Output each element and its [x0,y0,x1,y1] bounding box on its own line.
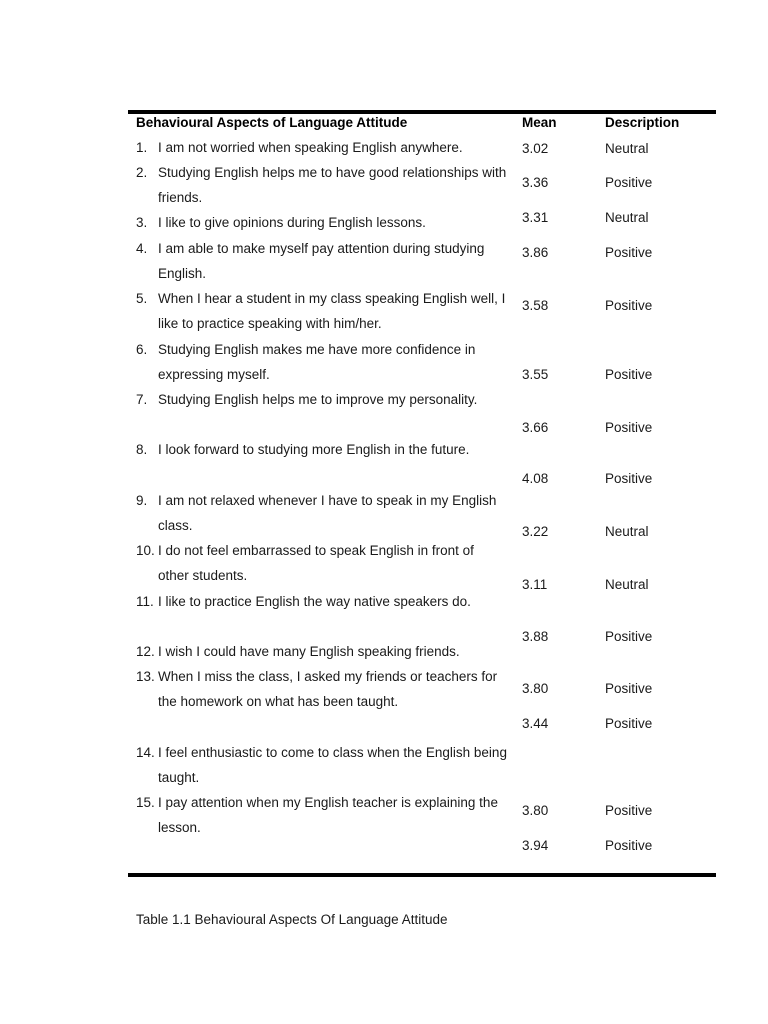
statement-3 [136,210,508,235]
mean-value: 3.55 [522,367,549,382]
statement-12 [136,639,508,664]
mean-value: 3.66 [522,420,549,435]
mean-value: 3.44 [522,716,549,731]
table-caption: Table 1.1 Behavioural Aspects Of Language Attitude [136,912,448,927]
statement-text: I am not worried when speaking English anywhere. [158,140,463,155]
statement-text: I do not feel embarrassed to speak English in front of other students. [158,543,474,584]
statement-4 [136,236,508,287]
description-value: Positive [605,471,653,486]
header-description: Description [605,115,680,130]
statement-number: 7. [136,392,148,407]
description-value: Positive [605,681,653,696]
statement-number: 3. [136,215,148,230]
mean-value: 3.58 [522,298,549,313]
statement-8 [136,437,508,462]
mean-value: 3.11 [522,577,548,592]
mean-value: 3.80 [522,803,549,818]
statement-text: I am not relaxed whenever I have to speak in my English class. [158,493,497,534]
description-value: Positive [605,420,653,435]
table-top-rule [128,110,716,114]
statement-text: When I miss the class, I asked my friends or teachers for the homework on what has been taught. [158,669,498,710]
mean-value: 3.02 [522,141,549,156]
description-value: Neutral [605,524,649,539]
mean-value: 3.80 [522,681,549,696]
statement-number: 10. [136,543,155,558]
statement-text: I pay attention when my English teacher is explaining the lesson. [158,795,498,836]
statement-text: Studying English helps me to improve my personality. [158,392,478,407]
statement-number: 14. [136,745,155,760]
description-value: Positive [605,838,653,853]
description-value: Positive [605,716,653,731]
statement-text: I feel enthusiastic to come to class when the English being taught. [158,745,507,786]
statement-6 [136,337,508,388]
statement-1 [136,135,508,160]
description-value: Positive [605,175,653,190]
statement-number: 5. [136,291,148,306]
description-value: Positive [605,245,653,260]
mean-value: 3.31 [522,210,549,225]
statement-number: 4. [136,241,148,256]
mean-value: 4.08 [522,471,549,486]
statement-number: 2. [136,165,148,180]
description-value: Neutral [605,577,649,592]
mean-value: 3.94 [522,838,549,853]
statement-number: 6. [136,342,148,357]
statement-number: 8. [136,442,148,457]
statement-11 [136,589,508,614]
statement-text: Studying English makes me have more confidence in expressing myself. [158,342,476,383]
table-bottom-rule [128,873,716,877]
statement-text: When I hear a student in my class speaking English well, I like to practice speaking with him/her. [158,291,506,332]
description-value: Neutral [605,141,649,156]
mean-value: 3.86 [522,245,549,260]
statement-text: I am able to make myself pay attention during studying English. [158,241,485,282]
statement-13 [136,664,508,715]
statement-2 [136,160,508,211]
statement-text: Studying English helps me to have good relationships with friends. [158,165,507,206]
mean-value: 3.88 [522,629,549,644]
statement-number: 15. [136,795,155,810]
statement-15 [136,790,508,841]
description-value: Neutral [605,210,649,225]
statement-text: I like to practice English the way native speakers do. [158,594,471,609]
statement-14 [136,740,508,791]
statement-number: 11. [136,594,154,609]
mean-value: 3.36 [522,175,549,190]
statement-5 [136,286,508,337]
header-mean: Mean [522,115,557,130]
description-value: Positive [605,803,653,818]
statement-10 [136,538,508,589]
mean-value: 3.22 [522,524,549,539]
statement-text: I like to give opinions during English lessons. [158,215,426,230]
statement-7 [136,387,508,412]
statement-text: I wish I could have many English speaking friends. [158,644,460,659]
statement-number: 9. [136,493,148,508]
description-value: Positive [605,298,653,313]
description-value: Positive [605,367,653,382]
statement-9 [136,488,508,539]
description-value: Positive [605,629,653,644]
header-aspect: Behavioural Aspects of Language Attitude [136,115,408,130]
statement-number: 1. [136,140,148,155]
statement-number: 13. [136,669,155,684]
statement-text: I look forward to studying more English in the future. [158,442,470,457]
statement-number: 12. [136,644,155,659]
